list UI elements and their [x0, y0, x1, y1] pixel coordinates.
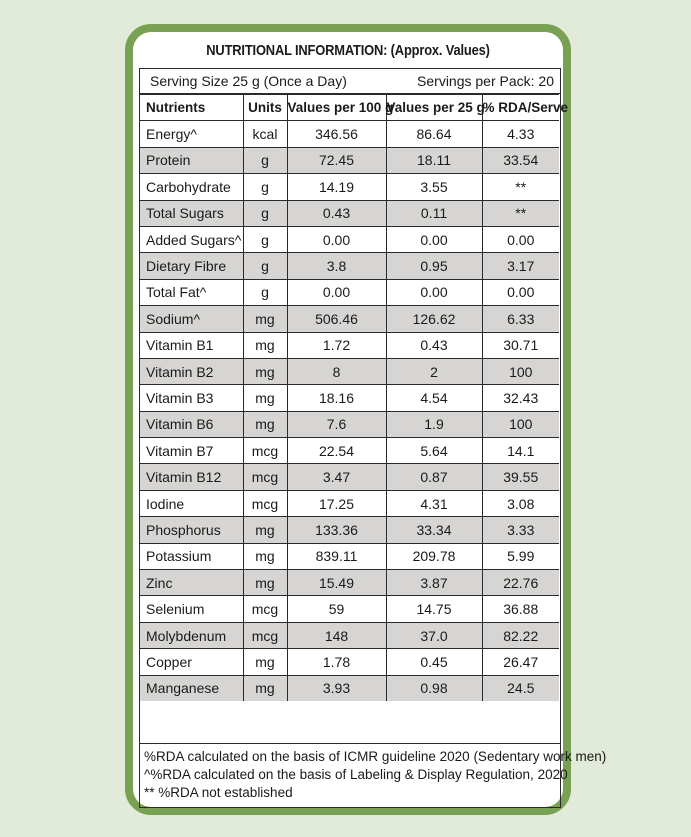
- table-row: [140, 464, 559, 490]
- value-25g-cell: 86.64: [386, 121, 482, 147]
- footnotes: [139, 744, 607, 808]
- value-25g-cell: 1.9: [386, 411, 482, 437]
- value-25g-cell: 0.11: [386, 200, 482, 226]
- servings-per-pack: Servings per Pack: 20: [417, 73, 554, 89]
- value-100g-cell: 18.16: [287, 385, 386, 411]
- nutrient-name: Vitamin B6: [140, 411, 243, 437]
- nutrient-name: Manganese: [140, 675, 243, 701]
- rda-cell: 26.47: [482, 649, 559, 675]
- value-25g-cell: 3.55: [386, 174, 482, 200]
- unit-cell: mg: [243, 332, 287, 358]
- unit-cell: g: [243, 147, 287, 173]
- header-units: Units: [243, 95, 287, 121]
- rda-cell: 36.88: [482, 596, 559, 622]
- header-values-25g: Values per 25 g: [386, 95, 482, 121]
- value-25g-cell: 0.43: [386, 332, 482, 358]
- table-row: [140, 490, 559, 516]
- value-25g-cell: 126.62: [386, 306, 482, 332]
- rda-cell: 6.33: [482, 306, 559, 332]
- table-header-row: [140, 95, 559, 121]
- nutrient-name: Molybdenum: [140, 622, 243, 648]
- nutrient-name: Vitamin B3: [140, 385, 243, 411]
- rda-cell: 5.99: [482, 543, 559, 569]
- value-100g-cell: 0.00: [287, 279, 386, 305]
- rda-cell: 100: [482, 358, 559, 384]
- value-25g-cell: 37.0: [386, 622, 482, 648]
- rda-cell: 14.1: [482, 438, 559, 464]
- value-100g-cell: 3.47: [287, 464, 386, 490]
- value-25g-cell: 0.00: [386, 226, 482, 252]
- rda-cell: 33.54: [482, 147, 559, 173]
- rda-cell: 24.5: [482, 675, 559, 701]
- value-25g-cell: 0.95: [386, 253, 482, 279]
- unit-cell: mg: [243, 411, 287, 437]
- unit-cell: mg: [243, 358, 287, 384]
- rda-cell: 4.33: [482, 121, 559, 147]
- nutrient-name: Energy^: [140, 121, 243, 147]
- serving-size: Serving Size 25 g (Once a Day): [150, 73, 347, 89]
- nutrition-title: NUTRITIONAL INFORMATION: (Approx. Values): [206, 42, 490, 59]
- value-100g-cell: 7.6: [287, 411, 386, 437]
- value-100g-cell: 59: [287, 596, 386, 622]
- table-row: [140, 226, 559, 252]
- nutrition-panel: [125, 24, 607, 815]
- nutrient-name: Vitamin B1: [140, 332, 243, 358]
- table-row: [140, 675, 559, 701]
- rda-cell: 39.55: [482, 464, 559, 490]
- nutrient-name: Added Sugars^: [140, 226, 243, 252]
- rda-cell: 0.00: [482, 226, 559, 252]
- unit-cell: mcg: [243, 490, 287, 516]
- nutrient-name: Selenium: [140, 596, 243, 622]
- table-body: [140, 121, 559, 701]
- header-rda: % RDA/Serve: [482, 95, 559, 121]
- unit-cell: mcg: [243, 438, 287, 464]
- table-row: [140, 147, 559, 173]
- value-100g-cell: 346.56: [287, 121, 386, 147]
- table-row: [140, 358, 559, 384]
- value-100g-cell: 148: [287, 622, 386, 648]
- header-values-100g: Values per 100 g: [287, 95, 386, 121]
- table-row: [140, 385, 559, 411]
- nutrient-name: Zinc: [140, 570, 243, 596]
- value-25g-cell: 0.00: [386, 279, 482, 305]
- unit-cell: kcal: [243, 121, 287, 147]
- rda-cell: 32.43: [482, 385, 559, 411]
- unit-cell: g: [243, 200, 287, 226]
- value-100g-cell: 14.19: [287, 174, 386, 200]
- value-25g-cell: 0.45: [386, 649, 482, 675]
- unit-cell: mcg: [243, 596, 287, 622]
- unit-cell: mg: [243, 675, 287, 701]
- nutrient-name: Carbohydrate: [140, 174, 243, 200]
- unit-cell: g: [243, 174, 287, 200]
- rda-cell: 30.71: [482, 332, 559, 358]
- table-row: [140, 411, 559, 437]
- nutrient-name: Protein: [140, 147, 243, 173]
- nutrient-name: Vitamin B2: [140, 358, 243, 384]
- nutrient-name: Phosphorus: [140, 517, 243, 543]
- value-100g-cell: 1.78: [287, 649, 386, 675]
- unit-cell: mg: [243, 543, 287, 569]
- value-100g-cell: 3.8: [287, 253, 386, 279]
- unit-cell: mcg: [243, 464, 287, 490]
- value-100g-cell: 506.46: [287, 306, 386, 332]
- header-nutrients: Nutrients: [140, 95, 243, 121]
- unit-cell: mg: [243, 570, 287, 596]
- value-25g-cell: 209.78: [386, 543, 482, 569]
- value-25g-cell: 4.31: [386, 490, 482, 516]
- footnote: %RDA calculated on the basis of ICMR guideline 2020 (Sedentary work men): [144, 749, 607, 764]
- rda-cell: 100: [482, 411, 559, 437]
- rda-cell: 3.17: [482, 253, 559, 279]
- nutrient-name: Sodium^: [140, 306, 243, 332]
- table-row: [140, 570, 559, 596]
- table-row: [140, 306, 559, 332]
- table-row: [140, 253, 559, 279]
- table-row: [140, 279, 559, 305]
- footnote: ** %RDA not established: [144, 785, 293, 800]
- table-row: [140, 121, 559, 147]
- nutrition-table: [140, 94, 569, 701]
- value-100g-cell: 1.72: [287, 332, 386, 358]
- table-row: [140, 622, 559, 648]
- unit-cell: mcg: [243, 622, 287, 648]
- value-100g-cell: 133.36: [287, 517, 386, 543]
- nutrient-name: Iodine: [140, 490, 243, 516]
- value-25g-cell: 4.54: [386, 385, 482, 411]
- unit-cell: mg: [243, 517, 287, 543]
- nutrition-card: [133, 32, 607, 807]
- table-row: [140, 438, 559, 464]
- value-25g-cell: 5.64: [386, 438, 482, 464]
- value-25g-cell: 0.87: [386, 464, 482, 490]
- value-100g-cell: 17.25: [287, 490, 386, 516]
- value-100g-cell: 3.93: [287, 675, 386, 701]
- unit-cell: mg: [243, 306, 287, 332]
- rda-cell: 0.00: [482, 279, 559, 305]
- value-25g-cell: 33.34: [386, 517, 482, 543]
- unit-cell: mg: [243, 649, 287, 675]
- rda-cell: 22.76: [482, 570, 559, 596]
- rda-cell: 82.22: [482, 622, 559, 648]
- rda-cell: **: [482, 174, 559, 200]
- value-25g-cell: 0.98: [386, 675, 482, 701]
- nutrient-name: Total Sugars: [140, 200, 243, 226]
- table-row: [140, 174, 559, 200]
- value-100g-cell: 839.11: [287, 543, 386, 569]
- footnote: ^%RDA calculated on the basis of Labeling & Display Regulation, 2020: [144, 767, 568, 782]
- unit-cell: g: [243, 279, 287, 305]
- rda-cell: 3.08: [482, 490, 559, 516]
- nutrient-name: Dietary Fibre: [140, 253, 243, 279]
- nutrient-name: Vitamin B7: [140, 438, 243, 464]
- value-100g-cell: 22.54: [287, 438, 386, 464]
- value-25g-cell: 2: [386, 358, 482, 384]
- nutrient-name: Total Fat^: [140, 279, 243, 305]
- nutrition-table-frame: [139, 68, 569, 744]
- value-100g-cell: 72.45: [287, 147, 386, 173]
- table-row: [140, 596, 559, 622]
- serving-info: [140, 69, 560, 94]
- value-100g-cell: 8: [287, 358, 386, 384]
- unit-cell: g: [243, 226, 287, 252]
- value-25g-cell: 3.87: [386, 570, 482, 596]
- table-row: [140, 649, 559, 675]
- rda-cell: **: [482, 200, 559, 226]
- nutrient-name: Potassium: [140, 543, 243, 569]
- nutrient-name: Copper: [140, 649, 243, 675]
- rda-cell: 3.33: [482, 517, 559, 543]
- unit-cell: mg: [243, 385, 287, 411]
- value-100g-cell: 0.43: [287, 200, 386, 226]
- nutrient-name: Vitamin B12: [140, 464, 243, 490]
- value-25g-cell: 18.11: [386, 147, 482, 173]
- value-100g-cell: 0.00: [287, 226, 386, 252]
- table-row: [140, 517, 559, 543]
- table-row: [140, 543, 559, 569]
- value-25g-cell: 14.75: [386, 596, 482, 622]
- table-row: [140, 332, 559, 358]
- value-100g-cell: 15.49: [287, 570, 386, 596]
- table-row: [140, 200, 559, 226]
- unit-cell: g: [243, 253, 287, 279]
